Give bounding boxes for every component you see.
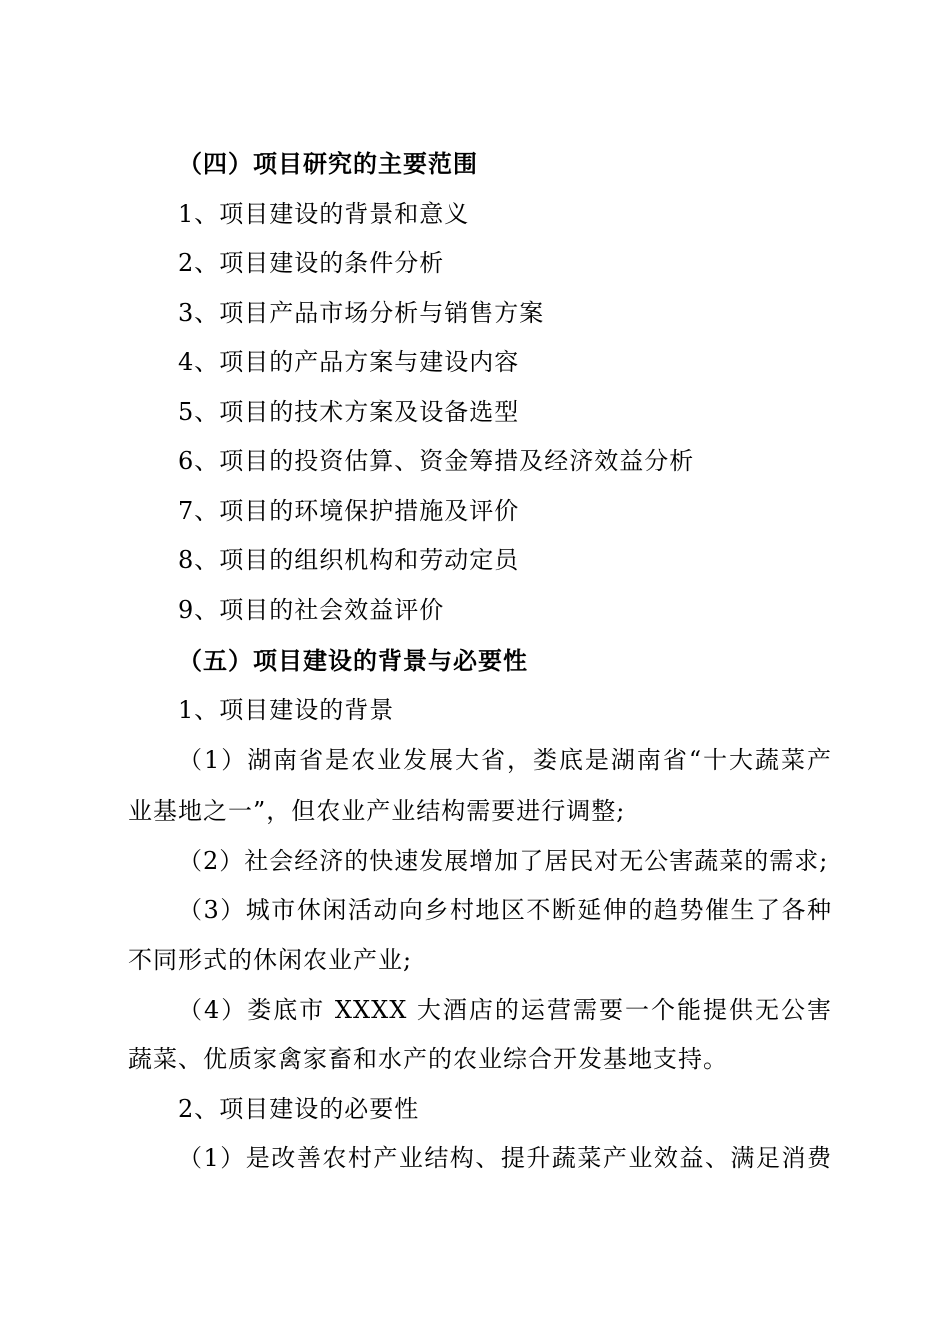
necessity-item-1-line-1: （1）是改善农村产业结构、提升蔬菜产业效益、满足消费 — [178, 1144, 832, 1172]
background-item-4-line-1: （4）娄底市 XXXX 大酒店的运营需要一个能提供无公害 — [178, 996, 832, 1024]
background-title: 1、项目建设的背景 — [178, 696, 395, 724]
scope-item-5: 5、项目的技术方案及设备选型 — [178, 398, 520, 426]
background-item-4-line-2: 蔬菜、优质家禽家畜和水产的农业综合开发基地支持。 — [128, 1045, 728, 1073]
scope-item-7: 7、项目的环境保护措施及评价 — [178, 497, 520, 525]
scope-item-6: 6、项目的投资估算、资金筹措及经济效益分析 — [178, 447, 695, 475]
background-item-3-line-2: 不同形式的休闲农业产业; — [128, 946, 413, 974]
scope-item-1: 1、项目建设的背景和意义 — [178, 200, 470, 228]
scope-item-9: 9、项目的社会效益评价 — [178, 596, 445, 624]
background-item-1-line-1: （1）湖南省是农业发展大省，娄底是湖南省“十大蔬菜产 — [178, 746, 832, 774]
section-heading-scope: （四）项目研究的主要范围 — [178, 149, 478, 178]
necessity-title: 2、项目建设的必要性 — [178, 1095, 420, 1123]
section-heading-background: （五）项目建设的背景与必要性 — [178, 646, 528, 675]
scope-item-3: 3、项目产品市场分析与销售方案 — [178, 299, 545, 327]
scope-item-4: 4、项目的产品方案与建设内容 — [178, 348, 520, 376]
background-item-2-line-1: （2）社会经济的快速发展增加了居民对无公害蔬菜的需求; — [178, 847, 829, 875]
scope-item-8: 8、项目的组织机构和劳动定员 — [178, 546, 520, 574]
background-item-1-line-2: 业基地之一”，但农业产业结构需要进行调整; — [128, 797, 626, 825]
scope-item-2: 2、项目建设的条件分析 — [178, 249, 445, 277]
background-item-3-line-1: （3）城市休闲活动向乡村地区不断延伸的趋势催生了各种 — [178, 896, 832, 924]
